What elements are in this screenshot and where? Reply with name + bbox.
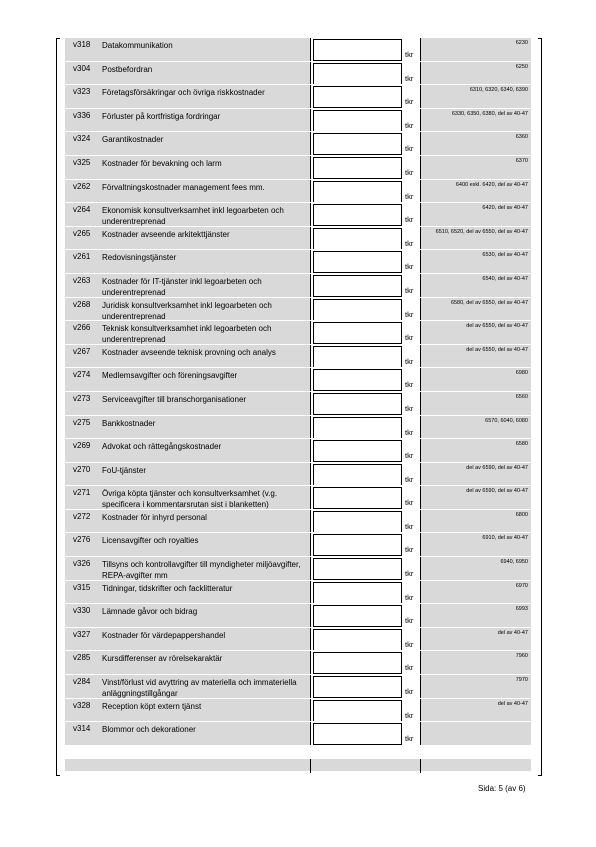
- column-divider: [310, 250, 311, 274]
- column-divider: [420, 651, 421, 675]
- item-label: Kostnader avseende arkitekttjänster: [102, 229, 230, 239]
- unit-label: tkr: [405, 427, 414, 437]
- column-divider: [420, 156, 421, 180]
- column-divider: [420, 38, 421, 62]
- variable-code: v274: [73, 370, 91, 380]
- variable-code: v336: [73, 110, 91, 120]
- row-separator: [65, 745, 531, 746]
- amount-input[interactable]: [313, 558, 402, 580]
- table-row: [65, 250, 531, 274]
- table-row: [65, 345, 531, 369]
- column-divider: [310, 321, 311, 345]
- account-numbers: del av 40-47: [497, 629, 528, 636]
- amount-input[interactable]: [313, 157, 402, 179]
- column-divider: [420, 439, 421, 463]
- amount-input[interactable]: [313, 86, 402, 108]
- column-divider: [310, 392, 311, 416]
- variable-code: v273: [73, 393, 91, 403]
- table-row: [65, 557, 531, 581]
- unit-label: tkr: [405, 663, 414, 673]
- column-divider: [420, 392, 421, 416]
- amount-input[interactable]: [313, 534, 402, 556]
- account-numbers: del av 6590, del av 40-47: [466, 464, 528, 471]
- table-row: [65, 180, 531, 204]
- account-numbers: 6310, 6320, 6340, 6390: [469, 87, 528, 94]
- column-divider: [310, 463, 311, 487]
- table-row: [65, 203, 531, 227]
- account-numbers: 6400 exkl. 6420, del av 40-47: [455, 181, 528, 188]
- table-row: [65, 416, 531, 440]
- amount-input[interactable]: [313, 605, 402, 627]
- variable-code: v315: [73, 582, 91, 592]
- column-divider: [310, 486, 311, 510]
- column-divider: [420, 250, 421, 274]
- column-divider: [310, 557, 311, 581]
- unit-label: tkr: [405, 333, 414, 343]
- account-numbers: 6360: [515, 134, 528, 141]
- column-divider: [310, 651, 311, 675]
- unit-label: tkr: [405, 309, 414, 319]
- column-divider: [420, 699, 421, 723]
- unit-label: tkr: [405, 569, 414, 579]
- amount-input[interactable]: [313, 204, 402, 226]
- column-divider: [310, 604, 311, 628]
- column-divider: [420, 345, 421, 369]
- item-label: Kursdifferenser av rörelsekaraktär: [102, 654, 223, 664]
- variable-code: v266: [73, 323, 91, 333]
- column-divider: [420, 180, 421, 204]
- footer-divider-right: [420, 759, 421, 773]
- variable-code: v276: [73, 535, 91, 545]
- variable-code: v272: [73, 511, 91, 521]
- account-numbers: 6940, 6950: [500, 559, 528, 566]
- item-label: Kostnader avseende teknisk provning och analys: [102, 347, 276, 357]
- column-divider: [310, 38, 311, 62]
- column-divider: [310, 109, 311, 133]
- variable-code: v330: [73, 606, 91, 616]
- account-numbers: 6540, del av 40-47: [482, 275, 528, 282]
- column-divider: [310, 132, 311, 156]
- table-row: [65, 533, 531, 557]
- column-divider: [420, 557, 421, 581]
- footer-divider-left: [310, 759, 311, 773]
- variable-code: v325: [73, 157, 91, 167]
- account-numbers: 6980: [515, 370, 528, 377]
- amount-input[interactable]: [313, 652, 402, 674]
- item-label: Förluster på kortfristiga fordringar: [102, 111, 221, 121]
- column-divider: [310, 62, 311, 86]
- column-divider: [310, 699, 311, 723]
- item-label: Serviceavgifter till branschorganisationer: [102, 394, 247, 404]
- item-label: Kostnader för värdepappershandel: [102, 630, 226, 640]
- account-numbers: 6370: [515, 157, 528, 164]
- variable-code: v323: [73, 87, 91, 97]
- amount-input[interactable]: [313, 63, 402, 85]
- item-label: Advokat och rättegångskostnader: [102, 442, 222, 452]
- column-divider: [420, 510, 421, 534]
- column-divider: [420, 227, 421, 251]
- amount-input[interactable]: [313, 464, 402, 486]
- column-divider: [420, 62, 421, 86]
- amount-input[interactable]: [313, 723, 402, 745]
- table-row: [65, 132, 531, 156]
- column-divider: [310, 274, 311, 298]
- variable-code: v267: [73, 346, 91, 356]
- column-divider: [420, 368, 421, 392]
- table-footer-strip: [65, 759, 531, 771]
- item-label: Lämnade gåvor och bidrag: [102, 607, 198, 617]
- item-label: Kostnader för inhyrd personal: [102, 512, 207, 522]
- column-divider: [420, 416, 421, 440]
- unit-label: tkr: [405, 639, 414, 649]
- amount-input[interactable]: [313, 251, 402, 273]
- unit-label: tkr: [405, 238, 414, 248]
- row-accounts-cell: [420, 722, 531, 745]
- item-label: Garantikostnader: [102, 135, 164, 145]
- column-divider: [310, 675, 311, 699]
- column-divider: [310, 227, 311, 251]
- account-numbers: 6420, del av 40-47: [482, 205, 528, 212]
- amount-input[interactable]: [313, 676, 402, 698]
- item-label: Företagsförsäkringar och övriga riskkostnader: [102, 88, 265, 98]
- account-numbers: 6580, del av 6550, del av 40-47: [450, 299, 528, 306]
- account-numbers: 6970: [515, 582, 528, 589]
- table-row: [65, 604, 531, 628]
- account-numbers: del av 6550, del av 40-47: [466, 346, 528, 353]
- unit-label: tkr: [405, 262, 414, 272]
- amount-input[interactable]: [313, 369, 402, 391]
- amount-input[interactable]: [313, 487, 402, 509]
- item-label: Licensavgifter och royalties: [102, 536, 199, 546]
- unit-label: tkr: [405, 734, 414, 744]
- variable-code: v284: [73, 677, 91, 687]
- column-divider: [310, 180, 311, 204]
- column-divider: [420, 132, 421, 156]
- amount-input[interactable]: [313, 275, 402, 297]
- unit-label: tkr: [405, 521, 414, 531]
- table-row: [65, 274, 531, 298]
- account-numbers: 6330, 6350, 6380, del av 40-47: [451, 110, 528, 117]
- account-numbers: 6250: [515, 63, 528, 70]
- column-divider: [420, 604, 421, 628]
- table-row: [65, 463, 531, 487]
- table-row: [65, 227, 531, 251]
- column-divider: [420, 109, 421, 133]
- item-label: Medlemsavgifter och föreningsavgifter: [102, 371, 238, 381]
- variable-code: v314: [73, 724, 91, 734]
- variable-code: v268: [73, 299, 91, 309]
- amount-input[interactable]: [313, 39, 402, 61]
- account-numbers: 6800: [515, 511, 528, 518]
- amount-input[interactable]: [313, 417, 402, 439]
- variable-code: v270: [73, 464, 91, 474]
- table-row: [65, 156, 531, 180]
- unit-label: tkr: [405, 191, 414, 201]
- item-label: Datakommunikation: [102, 41, 173, 50]
- account-numbers: 6530, del av 40-47: [482, 252, 528, 259]
- table-row: [65, 675, 531, 699]
- item-label: Reception köpt extern tjänst: [102, 701, 202, 711]
- unit-label: tkr: [405, 285, 414, 295]
- column-divider: [310, 581, 311, 605]
- table-row: [65, 85, 531, 109]
- table-row: [65, 62, 531, 86]
- variable-code: v265: [73, 228, 91, 238]
- form-frame-left: [56, 38, 60, 776]
- table-row: [65, 368, 531, 392]
- column-divider: [420, 486, 421, 510]
- column-divider: [310, 628, 311, 652]
- table-row: [65, 298, 531, 322]
- account-numbers: 6570, 6040, 6080: [485, 417, 528, 424]
- account-numbers: 6580: [515, 441, 528, 448]
- unit-label: tkr: [405, 592, 414, 602]
- item-label: Postbefordran: [102, 64, 153, 74]
- table-row: [65, 699, 531, 723]
- table-row: [65, 439, 531, 463]
- table-row: [65, 392, 531, 416]
- variable-code: v327: [73, 629, 91, 639]
- unit-label: tkr: [405, 120, 414, 130]
- column-divider: [420, 298, 421, 322]
- form-frame-right: [538, 38, 542, 776]
- column-divider: [310, 439, 311, 463]
- variable-code: v263: [73, 275, 91, 285]
- amount-input[interactable]: [313, 393, 402, 415]
- table-row: [65, 109, 531, 133]
- unit-label: tkr: [405, 215, 414, 225]
- unit-label: tkr: [405, 50, 414, 59]
- column-divider: [420, 274, 421, 298]
- account-numbers: del av 6550, del av 40-47: [466, 323, 528, 330]
- unit-label: tkr: [405, 710, 414, 720]
- column-divider: [420, 581, 421, 605]
- amount-input[interactable]: [313, 440, 402, 462]
- unit-label: tkr: [405, 144, 414, 154]
- amount-input[interactable]: [313, 511, 402, 533]
- column-divider: [310, 298, 311, 322]
- unit-label: tkr: [405, 545, 414, 555]
- variable-code: v275: [73, 417, 91, 427]
- column-divider: [310, 156, 311, 180]
- unit-label: tkr: [405, 97, 414, 107]
- column-divider: [310, 85, 311, 109]
- amount-input[interactable]: [313, 228, 402, 250]
- account-numbers: 6230: [515, 40, 528, 46]
- column-divider: [310, 722, 311, 746]
- variable-code: v304: [73, 63, 91, 73]
- item-label: Kostnader för bevakning och larm: [102, 158, 222, 168]
- amount-input[interactable]: [313, 700, 402, 722]
- item-label: Tillsyns och kontrollavgifter till myndigheter miljöavgifter, REPA-avgifter mm: [102, 560, 301, 581]
- amount-input[interactable]: [313, 582, 402, 604]
- variable-code: v318: [73, 40, 91, 49]
- item-label: Förvaltningskostnader management fees mm.: [102, 182, 265, 192]
- variable-code: v271: [73, 488, 91, 498]
- table-row: [65, 722, 531, 746]
- column-divider: [310, 345, 311, 369]
- table-row: [65, 651, 531, 675]
- column-divider: [420, 533, 421, 557]
- account-numbers: del av 40-47: [497, 700, 528, 707]
- unit-label: tkr: [405, 356, 414, 366]
- item-label: Blommor och dekorationer: [102, 725, 196, 735]
- table-row: [65, 628, 531, 652]
- column-divider: [420, 203, 421, 227]
- item-label: Vinst/förlust vid avyttring av materiella och immateriella anläggningstillgångar: [102, 678, 297, 699]
- amount-input[interactable]: [313, 133, 402, 155]
- column-divider: [310, 203, 311, 227]
- unit-label: tkr: [405, 403, 414, 413]
- table-row: [65, 486, 531, 510]
- unit-label: tkr: [405, 474, 414, 484]
- account-numbers: del av 6590, del av 40-47: [466, 488, 528, 495]
- variable-code: v269: [73, 441, 91, 451]
- account-numbers: 6510, 6520, del av 6550, del av 40-47: [435, 228, 528, 235]
- cost-items-table: [65, 38, 531, 746]
- unit-label: tkr: [405, 451, 414, 461]
- unit-label: tkr: [405, 167, 414, 177]
- item-label: Tidningar, tidskrifter och facklitteratur: [102, 583, 233, 593]
- column-divider: [420, 85, 421, 109]
- table-row: [65, 510, 531, 534]
- column-divider: [420, 675, 421, 699]
- table-row: [65, 321, 531, 345]
- unit-label: tkr: [405, 498, 414, 508]
- account-numbers: 6993: [515, 606, 528, 613]
- column-divider: [310, 416, 311, 440]
- amount-input[interactable]: [313, 322, 402, 344]
- column-divider: [420, 628, 421, 652]
- variable-code: v285: [73, 653, 91, 663]
- column-divider: [420, 722, 421, 746]
- amount-input[interactable]: [313, 629, 402, 651]
- unit-label: tkr: [405, 616, 414, 626]
- table-row: [65, 38, 531, 62]
- unit-label: tkr: [405, 380, 414, 390]
- amount-input[interactable]: [313, 346, 402, 368]
- column-divider: [310, 533, 311, 557]
- amount-input[interactable]: [313, 110, 402, 132]
- variable-code: v264: [73, 205, 91, 215]
- account-numbers: 6560: [515, 393, 528, 400]
- item-label: FoU-tjänster: [102, 465, 147, 475]
- account-numbers: 7970: [515, 677, 528, 684]
- page-number: Sida: 5 (av 6): [478, 784, 526, 793]
- variable-code: v324: [73, 134, 91, 144]
- table-row: [65, 581, 531, 605]
- item-label: Bankkostnader: [102, 418, 156, 428]
- column-divider: [310, 368, 311, 392]
- amount-input[interactable]: [313, 181, 402, 203]
- column-divider: [420, 321, 421, 345]
- item-label: Juridisk konsultverksamhet inkl legoarbeten och underentreprenad: [102, 300, 272, 321]
- account-numbers: 7960: [515, 653, 528, 660]
- variable-code: v326: [73, 559, 91, 569]
- variable-code: v262: [73, 181, 91, 191]
- item-label: Ekonomisk konsultverksamhet inkl legoarbeten och underentreprenad: [102, 206, 284, 227]
- unit-label: tkr: [405, 73, 414, 83]
- column-divider: [310, 510, 311, 534]
- item-label: Övriga köpta tjänster och konsultverksamhet (v.g. specificera i kommentarsrutan sist i blanketten): [102, 489, 278, 510]
- amount-input[interactable]: [313, 299, 402, 321]
- item-label: Kostnader för IT-tjänster inkl legoarbeten och underentreprenad: [102, 276, 262, 297]
- column-divider: [420, 463, 421, 487]
- variable-code: v261: [73, 252, 91, 262]
- item-label: Redovisningstjänster: [102, 253, 177, 263]
- unit-label: tkr: [405, 687, 414, 697]
- variable-code: v328: [73, 700, 91, 710]
- account-numbers: 6910, del av 40-47: [482, 535, 528, 542]
- item-label: Teknisk konsultverksamhet inkl legoarbeten och underentreprenad: [102, 324, 272, 345]
